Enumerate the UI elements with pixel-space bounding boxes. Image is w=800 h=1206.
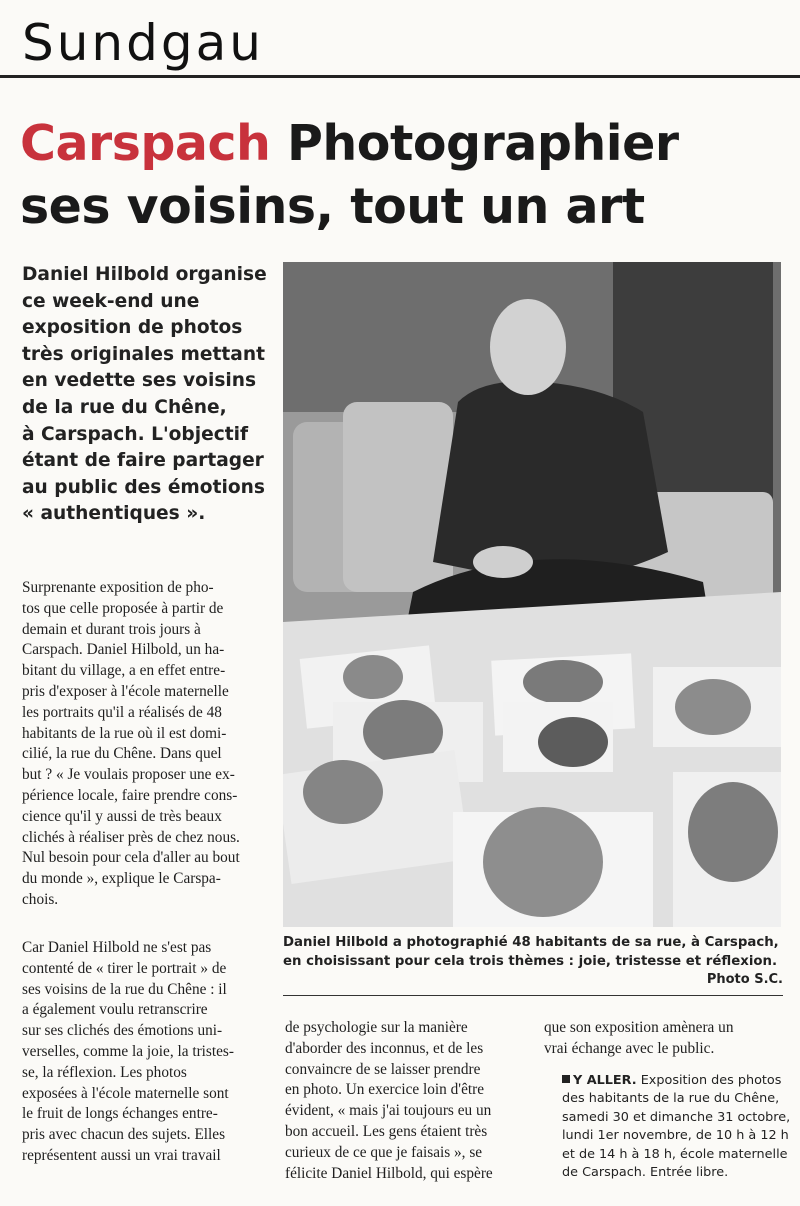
info-line: lundi 1er novembre, de 10 h à 12 h <box>562 1128 789 1144</box>
body-line: en photo. Un exercice loin d'être <box>285 1081 484 1099</box>
photo-credit: Photo S.C. <box>706 972 783 987</box>
photo-illustration <box>283 262 781 927</box>
square-bullet-icon <box>562 1075 570 1083</box>
body-line: représentent aussi un vrai travail <box>22 1146 221 1164</box>
body-line: sur ses clichés des émotions uni- <box>22 1022 223 1040</box>
article-photo <box>283 262 781 927</box>
photo-caption: Daniel Hilbold a photographié 48 habitants de sa rue, à Carspach, en choisissant pour cela trois thèmes : joie, tristesse et réflexion. <box>283 935 779 969</box>
body-line: pris d'exposer à l'école maternelle <box>22 682 229 700</box>
body-column-1b <box>22 938 272 1167</box>
body-line: le fruit de longs échanges entre- <box>22 1105 218 1123</box>
body-line: Car Daniel Hilbold ne s'est pas <box>22 939 212 956</box>
top-rule <box>0 75 800 78</box>
body-line: clichés à réaliser près de chez nous. <box>22 828 240 846</box>
body-column-1a <box>22 578 272 911</box>
body-line: but ? « Je voulais proposer une ex- <box>22 766 235 784</box>
body-line: d'aborder des inconnus, et de les <box>285 1039 484 1057</box>
body-line: a également voulu retranscrire <box>22 1001 208 1019</box>
lede-line: à Carspach. L'objectif <box>22 423 249 445</box>
body-line: périence locale, faire prendre cons- <box>22 786 238 804</box>
lede-line: très originales mettant <box>22 343 265 365</box>
lede-line: ce week-end une <box>22 290 200 312</box>
headline-line1: Photographier <box>287 115 679 172</box>
body-line: ses voisins de la rue du Chêne : il <box>22 980 227 998</box>
body-line: évident, « mais j'ai toujours eu un <box>285 1102 492 1120</box>
body-line: de psychologie sur la manière <box>285 1019 468 1036</box>
body-line: demain et durant trois jours à <box>22 620 201 638</box>
body-column-2 <box>285 1018 530 1184</box>
caption-rule <box>283 995 783 996</box>
info-line: des habitants de la rue du Chêne, <box>562 1091 780 1107</box>
info-line: de Carspach. Entrée libre. <box>562 1165 729 1181</box>
body-line: convaincre de se laisser prendre <box>285 1060 481 1078</box>
body-line: pris avec chacun des sujets. Elles <box>22 1126 226 1144</box>
body-line: vrai échange avec le public. <box>544 1039 715 1057</box>
body-line: cilié, la rue du Chêne. Dans quel <box>22 745 222 763</box>
body-line: Carspach. Daniel Hilbold, un ha- <box>22 641 225 659</box>
info-text: Exposition des photos <box>636 1073 782 1088</box>
body-line: que son exposition amènera un <box>544 1019 734 1036</box>
lede-line: de la rue du Chêne, <box>22 396 227 418</box>
lede-line: au public des émotions <box>22 476 265 498</box>
body-line: les portraits qu'il a réalisés de 48 <box>22 703 222 721</box>
body-line: tos que celle proposée à partir de <box>22 599 224 617</box>
body-line: cience qu'il y aussi de très beaux <box>22 807 222 825</box>
body-line: chois. <box>22 890 59 908</box>
lede-line: exposition de photos <box>22 317 243 339</box>
lede-line: Daniel Hilbold organise <box>22 264 267 285</box>
body-line: habitants de la rue où il est domi- <box>22 724 227 742</box>
lede-line: « authentiques ». <box>22 503 206 525</box>
body-line: Surprenante exposition de pho- <box>22 579 214 596</box>
info-line: et de 14 h à 18 h, école maternelle <box>562 1146 788 1162</box>
info-box <box>562 1072 791 1182</box>
lede-paragraph <box>22 262 277 528</box>
body-line: exposées à l'école maternelle sont <box>22 1084 229 1102</box>
lede-line: en vedette ses voisins <box>22 370 257 392</box>
body-line: bitant du village, a en effet entre- <box>22 662 226 680</box>
section-title: Sundgau <box>22 14 264 72</box>
body-line: bon accueil. Les gens étaient très <box>285 1122 488 1140</box>
body-column-3 <box>544 1018 784 1060</box>
body-line: du monde », explique le Carspa- <box>22 870 221 888</box>
info-line <box>562 1072 787 1090</box>
body-line: curieux de ce que je faisais », se <box>285 1143 483 1161</box>
body-line: Nul besoin pour cela d'aller au bout <box>22 849 240 867</box>
headline <box>20 112 780 238</box>
lede-line: étant de faire partager <box>22 450 264 472</box>
info-lead: Y ALLER. <box>573 1073 637 1088</box>
headline-kicker: Carspach <box>20 115 271 172</box>
body-line: félicite Daniel Hilbold, qui espère <box>285 1164 493 1182</box>
body-line: verselles, comme la joie, la tristes- <box>22 1042 234 1060</box>
info-line: samedi 30 et dimanche 31 octobre, <box>562 1109 791 1125</box>
headline-line2: ses voisins, tout un art <box>20 178 645 235</box>
body-line: contenté de « tirer le portrait » de <box>22 959 227 977</box>
body-line: se, la réflexion. Les photos <box>22 1063 187 1081</box>
